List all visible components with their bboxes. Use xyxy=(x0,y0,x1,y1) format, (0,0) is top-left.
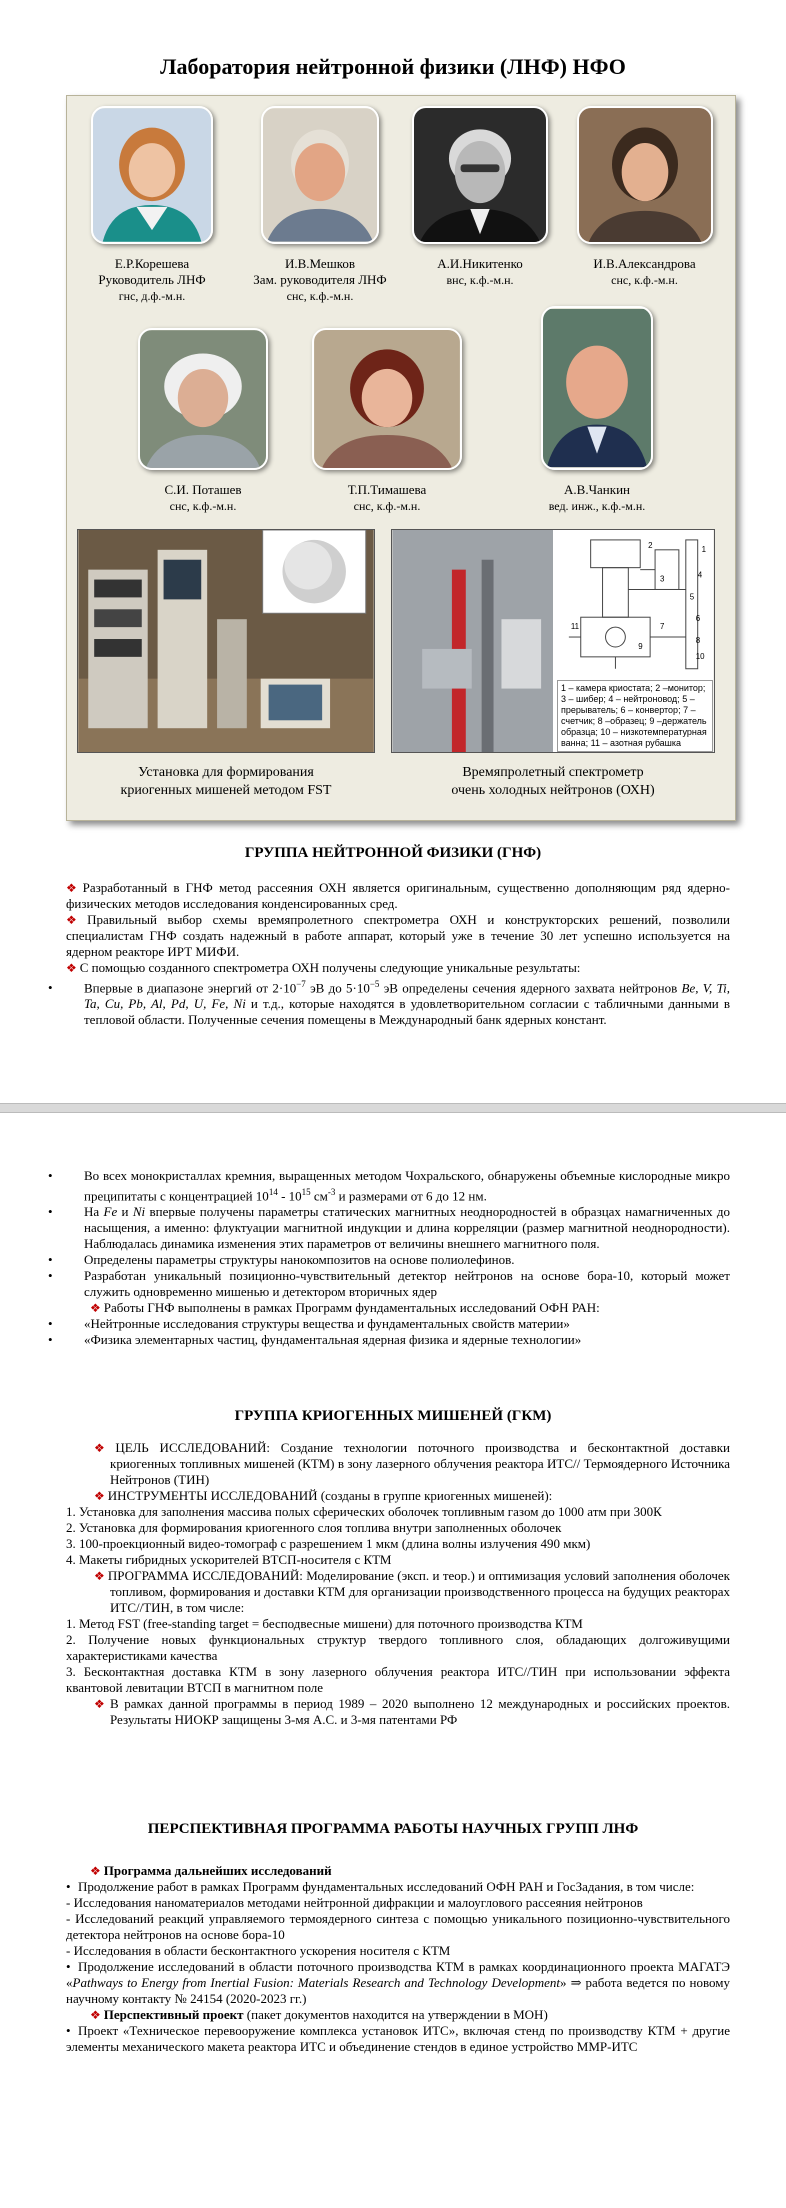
diagram-number-label: 10 xyxy=(695,651,705,661)
gnf-section-text: ❖ Разработанный в ГНФ метод рассеяния ОХН является оригинальным, существенно дополняющим ряд ядерно-физических методов исследования конденсированных сред. ❖ Правильный выбор схемы времяпролетного спектрометра ОХН и конструкторских решений, позволили специалистам ГНФ создать надежный в работе аппарат, который уже в течение 30 лет успешно используется на ядерном реакторе ИРТ МИФИ. ❖ С помощью созданного спектрометра ОХН получены следующие уникальные результаты: • Впервые в диапазоне энергий от $2\cdot 10^{-7}$ эВ до $5\cdot 10^{-5}$ эВ определены сечения ядерного захвата нейтронов Be, V, Ti, Ta, Cu, Pb, Al, Pd, U, Fe, Ni и т.д., которые находятся в удовлетворительном согласии с табличными данными в тепловой области. Полученные сечения помещены в Международный банк ядерных констант. xyxy=(48,880,730,1028)
section-title-perspective: ПЕРСПЕКТИВНАЯ ПРОГРАММА РАБОТЫ НАУЧНЫХ ГРУПП ЛНФ xyxy=(147,1821,639,1837)
diagram-legend: 1 – камера криостата; 2 –монитор; 3 – шибер; 4 – нейтроновод; 5 – прерыватель; 6 – конвертор; 7 – счетчик; 8 –образец; 9 –держатель образца; 10 – низкотемпературная ванна; 11 – азотная рубашка xyxy=(557,680,713,752)
bullet-icon: • xyxy=(48,1204,53,1220)
document-page-1 xyxy=(0,0,786,1103)
bullet-icon: • xyxy=(48,980,53,996)
diamond-bullet-icon: ❖ xyxy=(94,1489,105,1503)
section-title-gnf: ГРУППА НЕЙТРОННОЙ ФИЗИКИ (ГНФ) xyxy=(244,845,542,861)
diamond-bullet-icon: ❖ xyxy=(90,1301,101,1316)
portrait-photo xyxy=(312,328,462,470)
portrait-photo xyxy=(577,106,713,244)
person-chankin: А.В.Чанкин вед. инж., к.ф.-м.н. xyxy=(507,306,687,514)
page-title: Лаборатория нейтронной физики (ЛНФ) НФО xyxy=(160,54,626,79)
diagram-number-label: 7 xyxy=(660,622,665,632)
diagram-number-label: 5 xyxy=(689,592,695,602)
person-aleksandrova: И.В.Александрова снс, к.ф.-м.н. xyxy=(557,106,732,288)
diamond-bullet-icon: ❖ xyxy=(94,1441,113,1455)
bullet-icon: • xyxy=(66,1879,71,1894)
diagram-number-label: 2 xyxy=(648,540,653,550)
bullet-icon: • xyxy=(48,1332,53,1348)
portrait-photo xyxy=(138,328,268,470)
diagram-number-label: 3 xyxy=(660,574,665,584)
portrait-photo xyxy=(261,106,379,244)
person-meshkov: И.В.Мешков Зам. руководителя ЛНФ снс, к.ф.-м.н. xyxy=(235,106,405,304)
bullet-icon: • xyxy=(48,1268,53,1284)
diamond-bullet-icon: ❖ xyxy=(94,1697,108,1711)
tof-spectrometer-caption: Времяпролетный спектрометр очень холодных нейтронов (ОХН) xyxy=(451,765,655,798)
person-nikitenko: А.И.Никитенко внс, к.ф.-м.н. xyxy=(405,106,555,288)
bullet-icon: • xyxy=(48,1168,53,1183)
diagram-number-label: 9 xyxy=(638,641,643,651)
person-timasheva: Т.П.Тимашева снс, к.ф.-м.н. xyxy=(297,328,477,514)
person-koresheva: Е.Р.Корешева Руководитель ЛНФ гнс, д.ф.-м.н. xyxy=(77,106,227,304)
bullet-icon: • xyxy=(48,1316,53,1332)
bullet-icon: • xyxy=(48,1252,53,1268)
page-separator xyxy=(0,1103,786,1113)
bullet-icon: • xyxy=(66,1959,71,1974)
gnf-continued-text: • Во всех монокристаллах кремния, выращенных методом Чохральского, обнаружены объемные кислородные микро преципитаты с концентрацией $10^{14} - 10^{15}$ $см^{-3}$ и размерами от 6 до 12 нм. • На Fe и Ni впервые получены параметры статических магнитных неоднородностей в образцах намагниченных до насыщения, а именно: флуктуации магнитной индукции и длина корреляции (размер магнитной неоднородности). Наблюдалась динамика изменения этих параметров от величины внешнего магнитного поля. • Определены параметры структуры нанокомпозитов на основе полиолефинов. • Разработан уникальный позиционно-чувствительный детектор нейтронов на основе бора-10, который может служить одновременно мишенью и детектором вторичных ядер ❖ Работы ГНФ выполнены в рамках Программ фундаментальных исследований ОФН РАН: • «Нейтронные исследования структуры вещества и фундаментальных свойств материи» • «Физика элементарных частиц, фундаментальная ядерная физика и ядерные технологии» xyxy=(48,1168,731,1348)
diagram-number-label: 1 xyxy=(701,544,707,554)
diagram-number-label: 4 xyxy=(697,570,703,580)
diagram-number-label: 6 xyxy=(695,614,701,624)
portrait-photo xyxy=(91,106,213,244)
diamond-bullet-icon: ❖ xyxy=(66,961,77,975)
portrait-photo xyxy=(412,106,548,244)
staff-panel xyxy=(66,95,736,821)
fst-setup-photo xyxy=(77,529,375,753)
perspective-section-text: ❖ Программа дальнейших исследований • Продолжение работ в рамках Программ фундаментальных исследований ОФН РАН и ГосЗадания, в том числе: - Исследования наноматериалов методами нейтронной дифракции и малоуглового рассеяния нейтронов - Исследований реакций управляемого термоядерного синтеза с помощью уникального позиционно-чувствительного детектора нейтронов на основе бора-10 - Исследования в области бесконтактного ускорения носителя с КТМ • Продолжение исследований в области поточного производства КТМ в рамках координационного проекта МАГАТЭ «Pathways to Energy from Inertial Fusion: Materials Research and Technology Development» ⇒ работа ведется по новому научному контакту № 24154 (2020-2023 гг.) ❖ Перспективный проект (пакет документов находится на утверждении в МОН) • Проект «Техническое перевооружение комплекса установок ИТС», включая стенд по производству КТМ + другие элементы механического макета реактора ИТС и объединение стендов в единое устройство ММР-ИТС xyxy=(66,1863,731,2054)
section-title-gkm: ГРУППА КРИОГЕННЫХ МИШЕНЕЙ (ГКМ) xyxy=(234,1408,552,1424)
diamond-bullet-icon: ❖ xyxy=(94,1569,105,1583)
document-page-2 xyxy=(0,1113,786,2208)
person-potashev: С.И. Поташев снс, к.ф.-м.н. xyxy=(123,328,283,514)
gkm-section-text: ❖ ЦЕЛЬ ИССЛЕДОВАНИЙ: Создание технологии поточного производства и бесконтактной доставки криогенных топливных мишеней (КТМ) в зону лазерного облучения реактора ИТС// Термоядерного Источника Нейтронов (ТИН) ❖ ИНСТРУМЕНТЫ ИССЛЕДОВАНИЙ (созданы в группе криогенных мишеней): 1. Установка для заполнения массива полых сферических оболочек топливным газом до 1000 атм при 300К 2. Установка для формирования криогенного слоя топлива внутри заполненных оболочек 3. 100-проекционный видео-томограф с разрешением 1 мкм (длина волны излучения 490 мкм) 4. Макеты гибридных ускорителей ВТСП-носителя с КТМ ❖ ПРОГРАММА ИССЛЕДОВАНИЙ: Моделирование (эксп. и теор.) и оптимизация условий заполнения оболочек топливом, формирования и доставки КТМ для организации производственного процесса на будущих реакторах ИТС//ТИН, в том числе: 1. Метод FST (free-standing target = бесподвесные мишени) для поточного производства КТМ 2. Получение новых функциональных структур твердого топливного слоя, обладающих долгоживущими характеристиками качества 3. Бесконтактная доставка КТМ в зону лазерного облучения реактора ИТС//ТИН при использовании эффекта квантовой левитации ВТСП в магнитном поле ❖ В рамках данной программы в период 1989 – 2020 выполнено 12 международных и российских проектов. Результаты НИОКР защищены 3-мя А.С. и 3-мя патентами РФ xyxy=(66,1440,730,1727)
bullet-icon: • xyxy=(66,2023,71,2038)
diagram-number-label: 8 xyxy=(695,635,701,645)
diamond-bullet-icon: ❖ xyxy=(66,913,85,927)
diamond-bullet-icon: ❖ xyxy=(90,2008,101,2022)
tof-spectrometer-photo xyxy=(391,529,715,753)
diagram-number-label: 11 xyxy=(570,622,580,632)
diamond-bullet-icon: ❖ xyxy=(90,1864,101,1878)
fst-setup-caption: Установка для формирования криогенных мишеней методом FST xyxy=(120,765,332,798)
portrait-photo xyxy=(541,306,653,470)
diamond-bullet-icon: ❖ xyxy=(66,881,80,895)
